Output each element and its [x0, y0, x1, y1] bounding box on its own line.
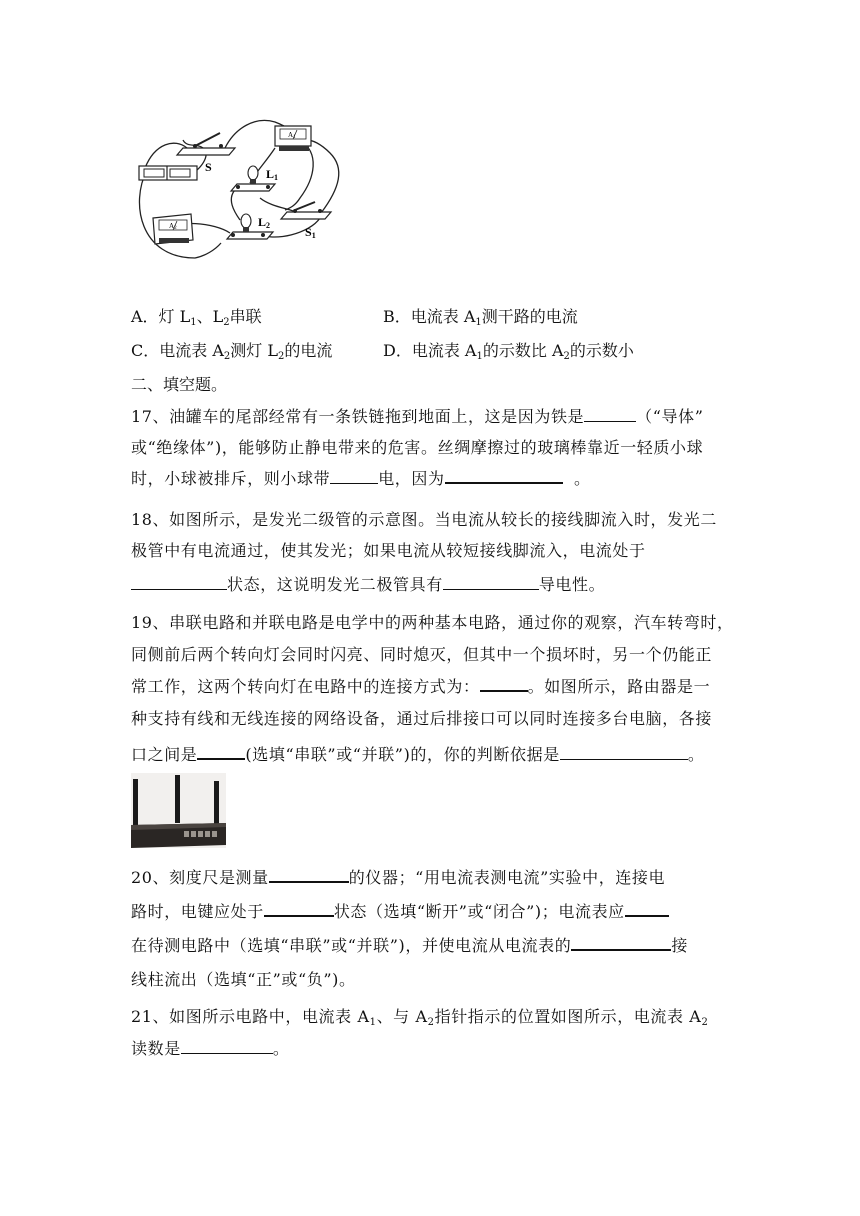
- q21-line-2: 读数是 。: [131, 1039, 290, 1058]
- q20-line-1: 20、刻度尺是测量 的仪器；“用电流表测电流”实验中，连接电: [131, 865, 665, 888]
- q20-blank-3[interactable]: [625, 899, 669, 917]
- q19-line-1: 19、串联电路和并联电路是电学中的两种基本电路，通过你的观察，汽车转弯时，: [131, 613, 734, 632]
- option-d: D．电流表 $A_1$的示数比 $A_2$的示数小: [383, 341, 634, 362]
- label-l1: L: [266, 167, 275, 181]
- ammeter-a1: [275, 126, 311, 151]
- q19-line-2: 同侧前后两个转向灯会同时闪亮、同时熄灭，但其中一个损坏时，另一个仍能正: [131, 645, 713, 664]
- q20-blank-1[interactable]: [269, 865, 349, 883]
- lamp-l1: [231, 166, 278, 191]
- svg-text:A2: A2: [169, 222, 177, 231]
- circuit-diagram: [125, 108, 350, 273]
- q19-line-3: 常工作，这两个转向灯在电路中的连接方式为： 。如图所示，路由器是一: [131, 674, 710, 697]
- svg-text:L1: L1: [266, 167, 279, 182]
- svg-text:S1: S1: [305, 225, 316, 240]
- router-image: [131, 773, 226, 848]
- switch-s1: [281, 202, 331, 240]
- option-a: A．灯 $L_1$、$L_2$串联: [131, 307, 262, 328]
- option-c: C．电流表 $A_2$测灯 $L_2$的电流: [131, 341, 333, 362]
- q19-blank-2[interactable]: [197, 742, 245, 760]
- q19-line-5: 口之间是 (选填“串联”或“并联”)的，你的判断依据是 。: [131, 742, 704, 765]
- q19-blank-3[interactable]: [560, 743, 688, 760]
- q20-line-4: 线柱流出（选填“正”或“负”)。: [131, 970, 356, 989]
- svg-text:L2: L2: [258, 215, 271, 230]
- q20-blank-2[interactable]: [264, 899, 334, 917]
- label-s: S: [205, 160, 212, 174]
- q20-blank-4[interactable]: [571, 933, 671, 951]
- q18-blank-1[interactable]: [131, 573, 227, 590]
- q17-blank-2[interactable]: [330, 467, 378, 484]
- lamp-l2: [227, 214, 273, 239]
- q17-blank-1[interactable]: [584, 405, 636, 422]
- q17-line-3: 时，小球被排斥，则小球带 电，因为 。: [131, 466, 591, 489]
- q19-line-4: 种支持有线和无线连接的网络设备，通过后排接口可以同时连接多台电脑，各接: [131, 709, 713, 728]
- q20-line-3: 在待测电路中（选填“串联”或“并联”)，并使电流从电流表的 接: [131, 933, 688, 956]
- q20-line-2: 路时，电键应处于 状态（选填“断开”或“闭合”)；电流表应: [131, 899, 669, 922]
- option-b: B．电流表 $A_1$测干路的电流: [383, 307, 578, 328]
- q21-line-1: 21、如图所示电路中，电流表 $A_1$、与 $A_2$指针指示的位置如图所示，电流表 $A_2$: [131, 1007, 709, 1028]
- svg-text:A1: A1: [288, 131, 296, 140]
- section-heading: 二、填空题。: [131, 375, 228, 394]
- battery-pack: [139, 166, 197, 180]
- q19-blank-1[interactable]: [480, 674, 528, 692]
- ammeter-a2: [153, 214, 193, 244]
- label-s1: S: [305, 225, 312, 239]
- q18-blank-2[interactable]: [443, 573, 539, 590]
- q17-line-2: 或“绝缘体”)，能够防止静电带来的危害。丝绸摩擦过的玻璃棒靠近一轻质小球: [131, 438, 704, 457]
- q21-blank-1[interactable]: [181, 1037, 273, 1054]
- q17-line-1: 17、油罐车的尾部经常有一条铁链拖到地面上，这是因为铁是 （“导体”: [131, 407, 704, 426]
- label-a1: A: [288, 131, 294, 139]
- q18-line-1: 18、如图所示，是发光二级管的示意图。当电流从较长的接线脚流入时，发光二: [131, 510, 717, 529]
- q18-line-3: 状态，这说明发光二极管具有 导电性。: [131, 572, 605, 595]
- label-l2: L: [258, 215, 267, 229]
- label-a2: A: [169, 222, 175, 230]
- q17-blank-3[interactable]: [445, 466, 563, 484]
- q18-line-2: 极管中有电流通过，使其发光；如果电流从较短接线脚流入，电流处于: [131, 541, 646, 560]
